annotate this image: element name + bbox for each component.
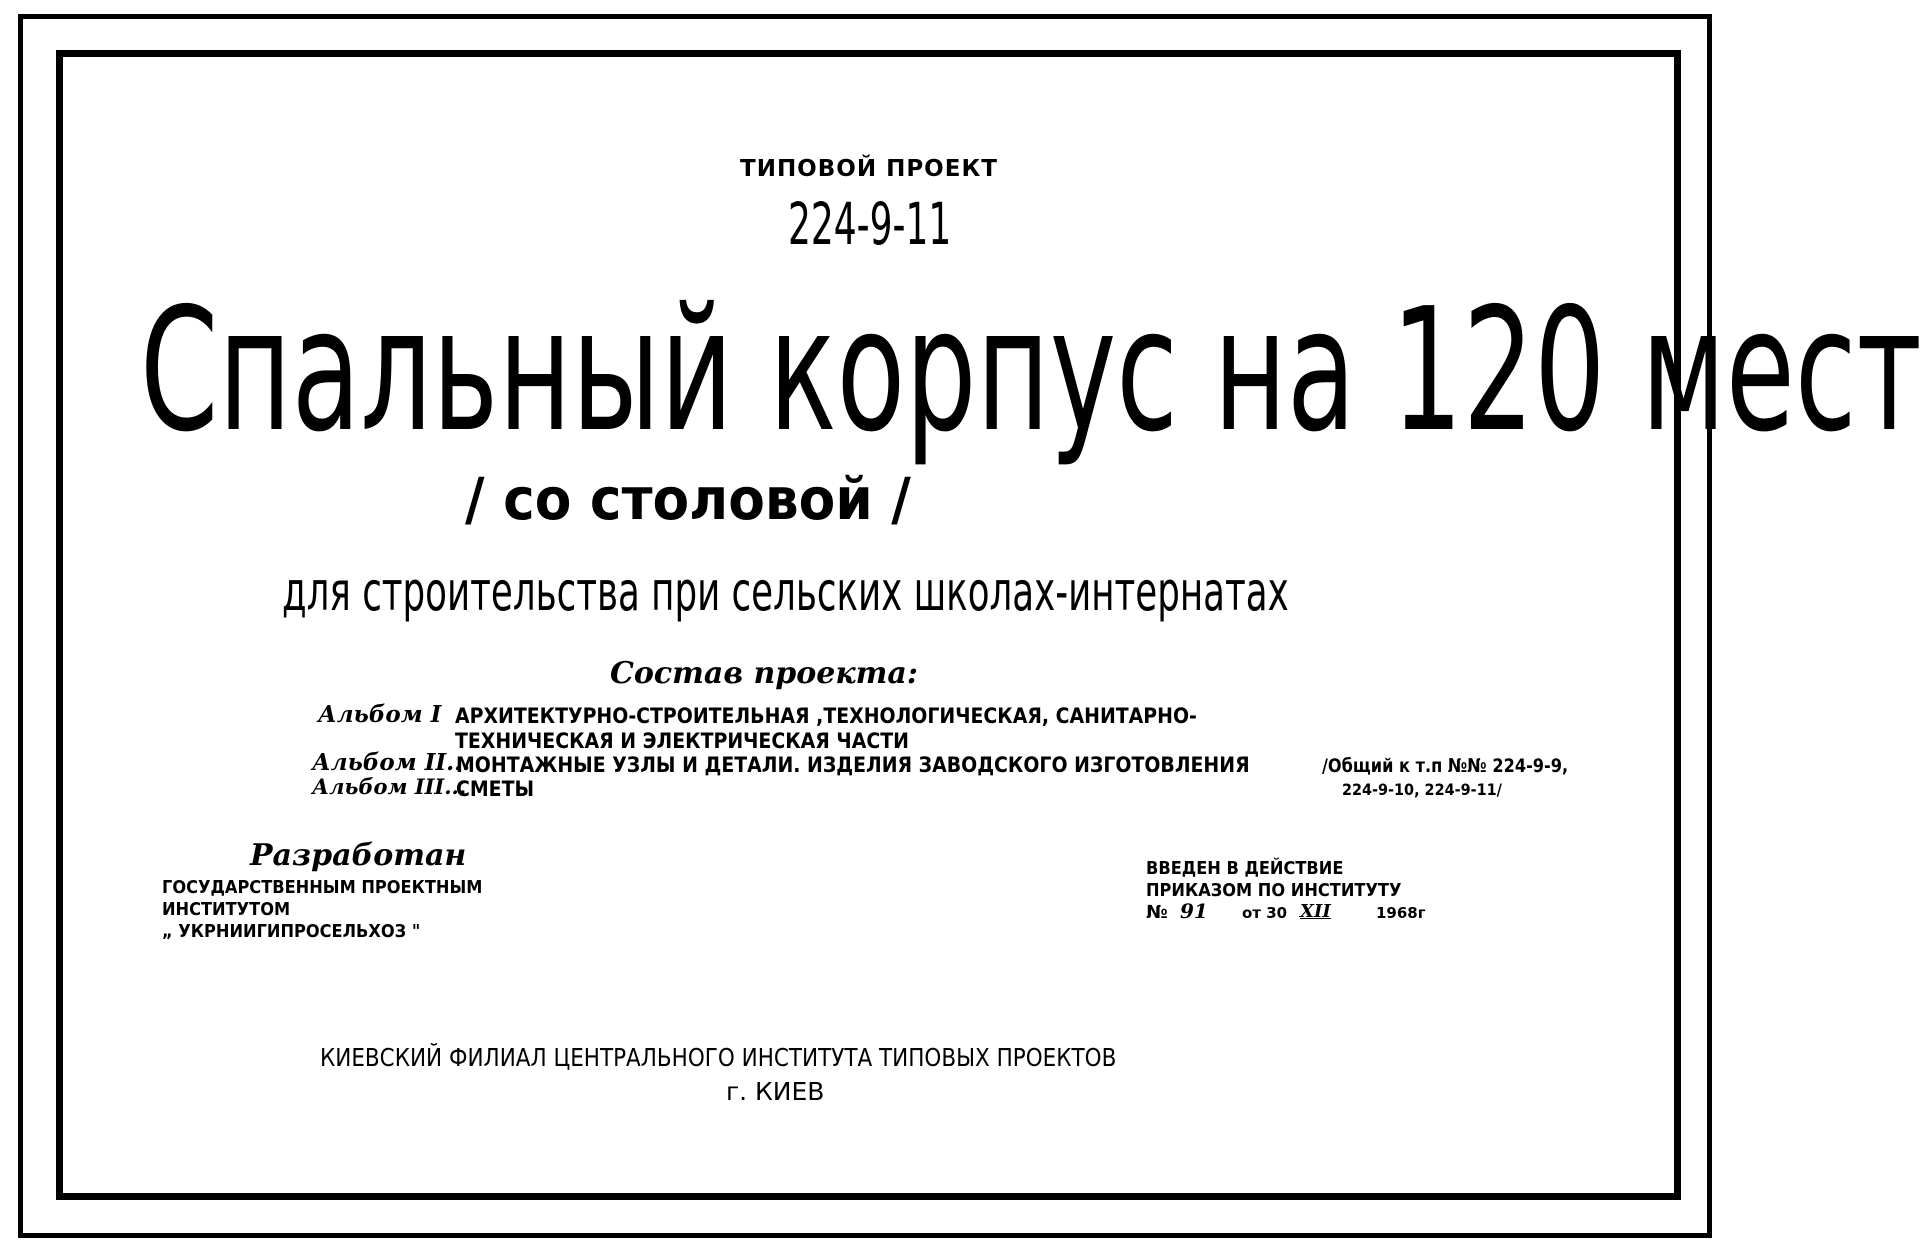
developer-heading: Разработан <box>250 838 467 873</box>
footer-line1: КИЕВСКИЙ ФИЛИАЛ ЦЕНТРАЛЬНОГО ИНСТИТУТА ТИПОВЫХ ПРОЕКТОВ <box>320 1043 1117 1072</box>
subtitle: / со столовой / <box>465 465 911 533</box>
purpose-line: для строительства при сельских школах-интернатах <box>282 560 1289 623</box>
album-1-text-cont: ТЕХНИЧЕСКАЯ И ЭЛЕКТРИЧЕСКАЯ ЧАСТИ <box>455 729 909 753</box>
album-3-text: СМЕТЫ <box>456 777 535 801</box>
main-title: Спальный корпус на 120 мест <box>140 272 1922 470</box>
album-3-label: Альбом III... <box>312 774 467 799</box>
developer-line1: ГОСУДАРСТВЕННЫМ ПРОЕКТНЫМ <box>162 877 483 898</box>
developer-line3: „ УКРНИИГИПРОСЕЛЬХОЗ " <box>162 921 421 942</box>
footer-line2: г. КИЕВ <box>726 1077 825 1106</box>
enactment-line1: ВВЕДЕН В ДЕЙСТВИЕ <box>1146 858 1344 879</box>
common-note-line2: 224-9-10, 224-9-11/ <box>1342 780 1502 799</box>
enactment-line2: ПРИКАЗОМ ПО ИНСТИТУТУ <box>1146 880 1402 901</box>
project-label: ТИПОВОЙ ПРОЕКТ <box>740 156 998 182</box>
album-2-text: МОНТАЖНЫЕ УЗЛЫ И ДЕТАЛИ. ИЗДЕЛИЯ ЗАВОДСКОГО ИЗГОТОВЛЕНИЯ <box>456 753 1250 777</box>
composition-heading: Состав проекта: <box>610 656 918 691</box>
album-1-text: АРХИТЕКТУРНО-СТРОИТЕЛЬНАЯ ,ТЕХНОЛОГИЧЕСКАЯ, САНИТАРНО- <box>455 704 1197 728</box>
enactment-date: от 30 <box>1242 904 1288 922</box>
common-note-line1: /Общий к т.п №№ 224-9-9, <box>1322 755 1569 777</box>
project-number: 224-9-11 <box>788 190 952 258</box>
enactment-month: XII <box>1300 901 1331 922</box>
developer-line2: ИНСТИТУТОМ <box>162 899 291 920</box>
enactment-number: 91 <box>1180 899 1208 923</box>
enactment-number-label: № <box>1146 902 1168 923</box>
enactment-year: 1968г <box>1376 904 1426 922</box>
album-2-label: Альбом II... <box>312 749 471 776</box>
album-1-label: Альбом I <box>318 701 442 728</box>
